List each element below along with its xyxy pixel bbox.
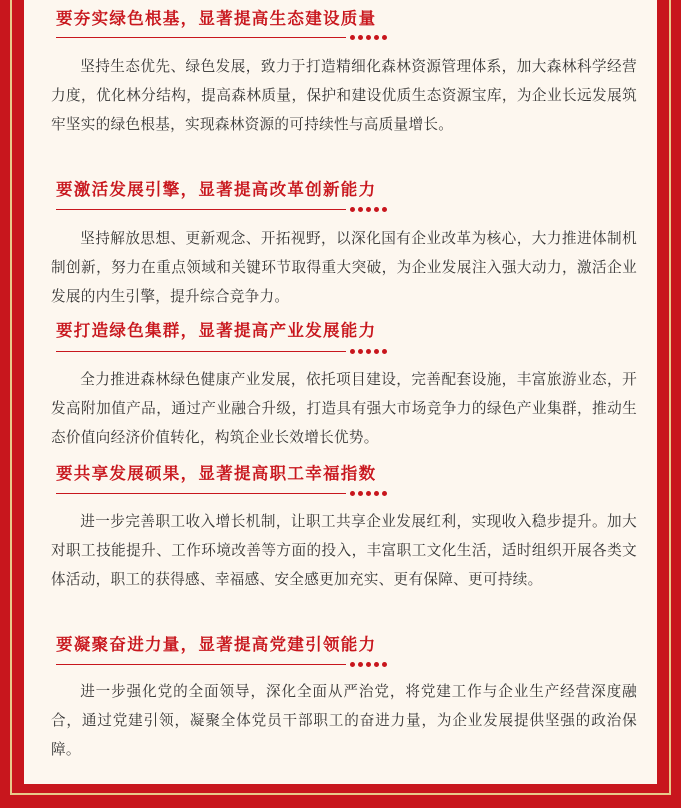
heading-dots xyxy=(350,349,390,355)
heading-dots xyxy=(350,35,390,41)
heading-underline xyxy=(56,493,346,494)
heading-dots xyxy=(350,207,390,213)
section-paragraph: 进一步强化党的全面领导，深化全面从严治党，将党建工作与企业生产经营深度融合，通过党建引领，凝聚全体党员干部职工的奋进力量，为企业发展提供坚强的政治保障。 xyxy=(51,683,637,758)
heading-dots xyxy=(350,662,390,668)
heading-underline xyxy=(56,37,346,38)
heading-underline xyxy=(56,209,346,210)
section-heading: 要夯实绿色根基，显著提高生态建设质量 xyxy=(56,9,377,28)
content-panel xyxy=(24,0,657,784)
section-paragraph: 进一步完善职工收入增长机制，让职工共享企业发展红利，实现收入稳步提升。加大对职工技能提升、工作环境改善等方面的投入，丰富职工文化生活，适时组织开展各类文体活动，职工的获得感、幸福感、安全感更加充实、更有保障、更可持续。 xyxy=(51,513,637,588)
heading-underline xyxy=(56,351,346,352)
section-heading: 要打造绿色集群，显著提高产业发展能力 xyxy=(56,321,377,340)
heading-underline xyxy=(56,664,346,665)
section-heading: 要凝聚奋进力量，显著提高党建引领能力 xyxy=(56,635,377,654)
section-paragraph: 坚持解放思想、更新观念、开拓视野，以深化国有企业改革为核心，大力推进体制机制创新，努力在重点领域和关键环节取得重大突破，为企业发展注入强大动力，激活企业发展的内生引擎，提升综合竞争力。 xyxy=(51,230,637,305)
section-heading: 要激活发展引擎，显著提高改革创新能力 xyxy=(56,180,377,199)
heading-dots xyxy=(350,491,390,497)
section-paragraph: 坚持生态优先、绿色发展，致力于打造精细化森林资源管理体系，加大森林科学经营力度，优化林分结构，提高森林质量，保护和建设优质生态资源宝库，为企业长远发展筑牢坚实的绿色根基，实现森林资源的可持续性与高质量增长。 xyxy=(51,58,637,133)
section-heading: 要共享发展硕果，显著提高职工幸福指数 xyxy=(56,464,377,483)
section-paragraph: 全力推进森林绿色健康产业发展，依托项目建设，完善配套设施，丰富旅游业态，开发高附加值产品，通过产业融合升级，打造具有强大市场竞争力的绿色产业集群，推动生态价值向经济价值转化，构筑企业长效增长优势。 xyxy=(51,371,637,446)
